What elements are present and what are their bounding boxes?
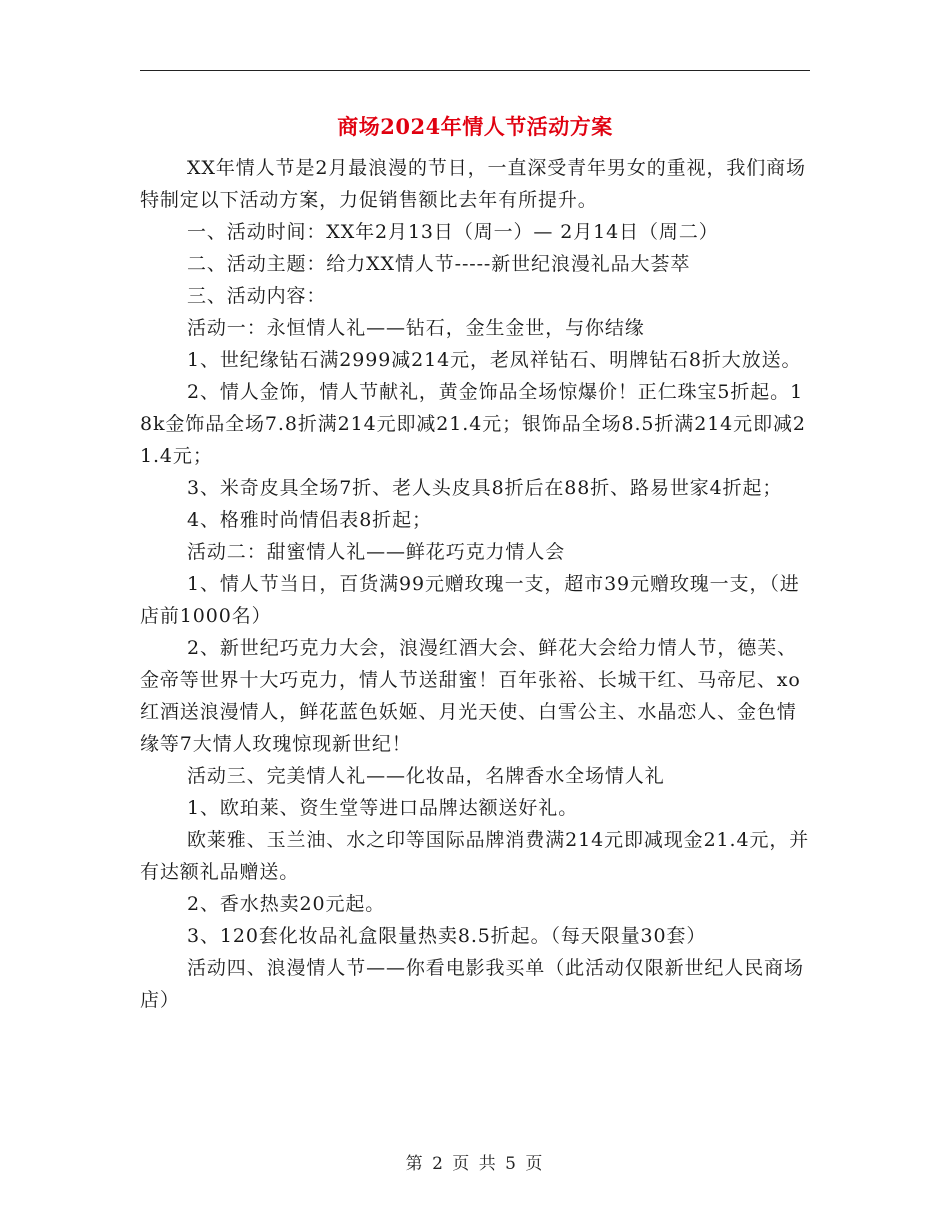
- header-rule: [140, 70, 810, 71]
- paragraph-item: 1、欧珀莱、资生堂等进口品牌达额送好礼。: [187, 797, 579, 819]
- paragraph-item: 欧莱雅、玉兰油、水之印等国际品牌消费满214元即减现金21.4元，并有达额礼品赠送。: [140, 829, 810, 883]
- paragraph-activity-4: 活动四、浪漫情人节——你看电影我买单（此活动仅限新世纪人民商场店）: [140, 957, 804, 1011]
- paragraph-item: 3、米奇皮具全场7折、老人头皮具8折后在88折、路易世家4折起；: [187, 477, 783, 499]
- paragraph-activity-1: 活动一：永恒情人礼——钻石，金生金世，与你结缘: [187, 317, 645, 339]
- paragraph-item: 3、120套化妆品礼盒限量热卖8.5折起。（每天限量30套）: [187, 925, 707, 947]
- paragraph-item: 2、新世纪巧克力大会，浪漫红酒大会、鲜花大会给力情人节，德芙、金帝等世界十大巧克力，情人节送甜蜜！百年张裕、长城干红、马帝尼、xo红酒送浪漫情人，鲜花蓝色妖姬、月光天使、白雪公主、水晶恋人、金色情缘等7大情人玫瑰惊现新世纪！: [140, 637, 801, 755]
- document-title: 商场2024年情人节活动方案: [337, 114, 613, 139]
- paragraph-item: 1、情人节当日，百货满99元赠玫瑰一支，超市39元赠玫瑰一支，（进店前1000名）: [140, 573, 800, 627]
- paragraph-theme: 二、活动主题：给力XX情人节-----新世纪浪漫礼品大荟萃: [187, 253, 691, 275]
- paragraph-item: 4、格雅时尚情侣表8折起；: [187, 509, 432, 531]
- paragraph-item: 2、香水热卖20元起。: [187, 893, 386, 915]
- paragraph-item: 2、情人金饰，情人节献礼，黄金饰品全场惊爆价！正仁珠宝5折起。18k金饰品全场7.8折满214元即减21.4元；银饰品全场8.5折满214元即减21.4元；: [140, 381, 806, 467]
- paragraph-activity-2: 活动二：甜蜜情人礼——鲜花巧克力情人会: [187, 541, 566, 563]
- document-body: [140, 152, 812, 1016]
- paragraph-intro: XX年情人节是2月最浪漫的节日，一直深受青年男女的重视，我们商场特制定以下活动方案，力促销售额比去年有所提升。: [140, 157, 806, 211]
- paragraph-activity-3: 活动三、完美情人礼——化妆品，名牌香水全场情人礼: [187, 765, 665, 787]
- paragraph-item: 1、世纪缘钻石满2999减214元，老凤祥钻石、明牌钻石8折大放送。: [187, 349, 802, 371]
- paragraph-time: 一、活动时间：XX年2月13日（周一）— 2月14日（周二）: [187, 221, 719, 243]
- paragraph-content-heading: 三、活动内容：: [187, 285, 327, 307]
- page-footer: 第 2 页 共 5 页: [405, 1154, 545, 1174]
